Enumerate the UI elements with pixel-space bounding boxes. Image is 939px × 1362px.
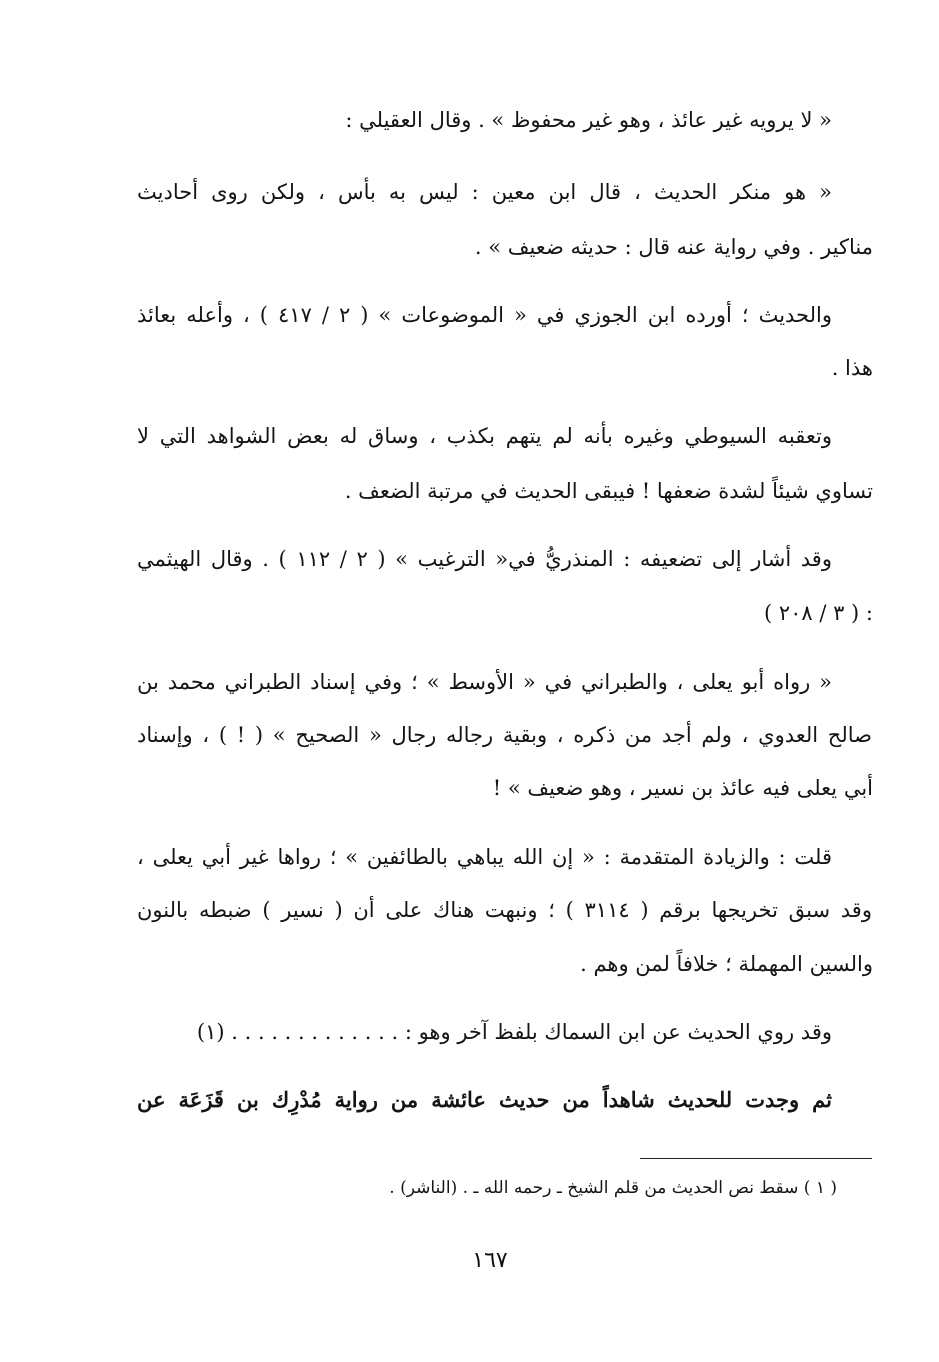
text-line-1: « لا يرويه غير عائذ ، وهو غير محفوظ » . وقال العقيلي : bbox=[345, 108, 832, 132]
text-line-2: « هو منكر الحديث ، قال ابن معين : ليس به بأس ، ولكن روى أحاديث bbox=[137, 180, 832, 204]
text-line-10: « رواه أبو يعلى ، والطبراني في « الأوسط » ؛ وفي إسناد الطبراني محمد بن bbox=[137, 670, 833, 694]
text-line-12: أبي يعلى فيه عائذ بن نسير ، وهو ضعيف » ! bbox=[492, 776, 873, 800]
text-line-11: صالح العدوي ، ولم أجد من ذكره ، وبقية رجاله رجال « الصحيح » ( ! ) ، وإسناد bbox=[137, 723, 872, 747]
text-line-16: وقد روي الحديث عن ابن السماك بلفظ آخر وهو : . . . . . . . . . . . . . (١) bbox=[196, 1020, 832, 1044]
footnote-divider bbox=[640, 1158, 872, 1159]
text-line-13: قلت : والزيادة المتقدمة : « إن الله يباهي بالطائفين » ؛ رواها غير أبي يعلى ، bbox=[137, 845, 832, 869]
text-line-3: مناكير . وفي رواية عنه قال : حديثه ضعيف » . bbox=[474, 235, 873, 259]
text-line-4: والحديث ؛ أورده ابن الجوزي في « الموضوعات » ( ٢ / ٤١٧ ) ، وأعله بعائذ bbox=[137, 303, 832, 327]
footnote: ( ١ ) سقط نص الحديث من قلم الشيخ ـ رحمه الله ـ . (الناشر) . bbox=[389, 1178, 837, 1198]
text-line-5: هذا . bbox=[831, 356, 873, 380]
text-line-8: وقد أشار إلى تضعيفه : المنذريُّ في« الترغيب » ( ٢ / ١١٢ ) . وقال الهيثمي bbox=[137, 547, 832, 571]
page-number: ١٦٧ bbox=[472, 1248, 508, 1273]
text-line-17: ثم وجدت للحديث شاهداً من حديث عائشة من رواية مُدْرِك بن قَزَعَة عن bbox=[137, 1087, 832, 1112]
text-line-7: تساوي شيئاً لشدة ضعفها ! فيبقى الحديث في مرتبة الضعف . bbox=[344, 479, 873, 503]
text-line-14: وقد سبق تخريجها برقم ( ٣١١٤ ) ؛ ونبهت هناك على أن ( نسير ) ضبطه بالنون bbox=[137, 898, 872, 922]
text-line-6: وتعقبه السيوطي وغيره بأنه لم يتهم بكذب ، وساق له بعض الشواهد التي لا bbox=[137, 424, 832, 448]
text-line-15: والسين المهملة ؛ خلافاً لمن وهم . bbox=[580, 952, 873, 976]
text-line-9: ( ٣ / ٢٠٨ ) : bbox=[763, 601, 873, 625]
